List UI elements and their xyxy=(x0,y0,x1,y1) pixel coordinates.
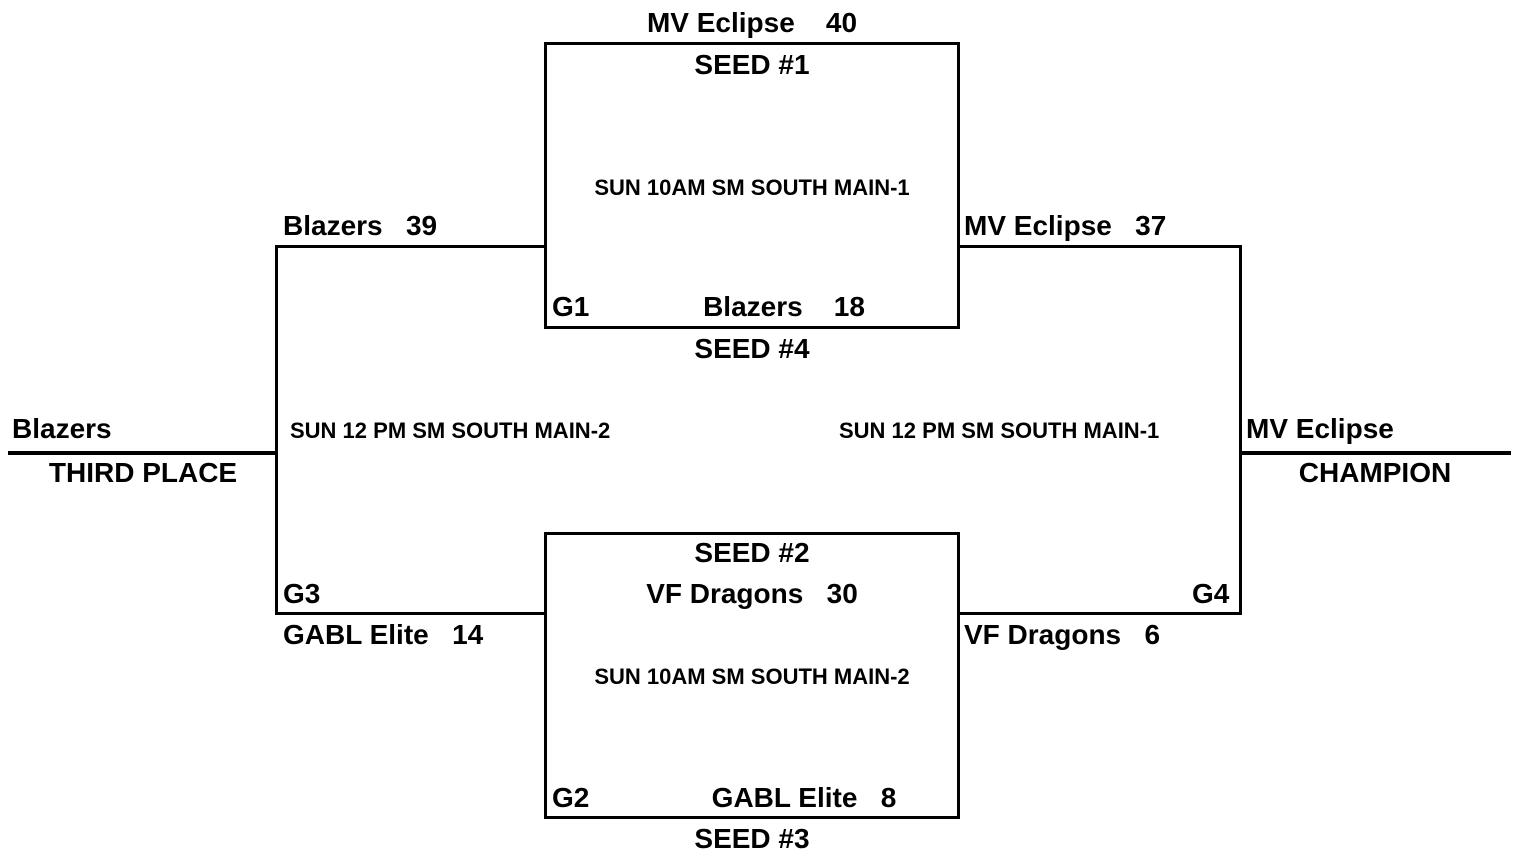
g3-top-line xyxy=(275,245,547,248)
third-place-team: Blazers xyxy=(12,413,112,444)
g1-top-team: MV Eclipse 40 xyxy=(646,7,858,38)
g3-bottom-line xyxy=(275,612,547,615)
g4-top-line xyxy=(957,245,1242,248)
g2-schedule: SUN 10AM SM SOUTH MAIN-2 xyxy=(594,664,910,689)
g2-bottom-seed: SEED #3 xyxy=(694,823,810,854)
g4-vertical-line xyxy=(1239,245,1242,615)
g1-box-top-line xyxy=(544,42,960,45)
g4-game-label: G4 xyxy=(1192,578,1230,609)
champion-team: MV Eclipse xyxy=(1246,413,1394,444)
g2-box-top-line xyxy=(544,532,960,535)
g4-top-team: MV Eclipse 37 xyxy=(964,210,1167,241)
g3-top-team: Blazers 39 xyxy=(283,210,438,241)
g2-game-label: G2 xyxy=(552,782,590,813)
g3-vertical-line xyxy=(275,245,278,615)
g2-bottom-team: GABL Elite 8 xyxy=(711,782,897,813)
g2-top-seed: SEED #2 xyxy=(694,537,810,568)
g1-bottom-team: Blazers 18 xyxy=(703,291,865,322)
g1-schedule: SUN 10AM SM SOUTH MAIN-1 xyxy=(594,175,910,200)
third-place-label: THIRD PLACE xyxy=(48,457,238,488)
champion-line xyxy=(1239,451,1511,455)
g1-game-label: G1 xyxy=(552,291,590,322)
g1-top-seed: SEED #1 xyxy=(694,49,810,80)
g2-box-bottom-line xyxy=(544,816,960,819)
g4-schedule: SUN 12 PM SM SOUTH MAIN-1 xyxy=(839,418,1160,443)
g1-box-bottom-line xyxy=(544,326,960,329)
g3-game-label: G3 xyxy=(283,578,321,609)
g4-bottom-team: VF Dragons 6 xyxy=(964,619,1161,650)
g3-schedule: SUN 12 PM SM SOUTH MAIN-2 xyxy=(290,418,611,443)
third-place-line xyxy=(8,451,278,455)
g4-bottom-line xyxy=(957,612,1242,615)
champion-label: CHAMPION xyxy=(1298,457,1452,488)
g3-bottom-team: GABL Elite 14 xyxy=(283,619,484,650)
g2-top-team: VF Dragons 30 xyxy=(646,578,858,609)
g1-bottom-seed: SEED #4 xyxy=(694,333,810,364)
